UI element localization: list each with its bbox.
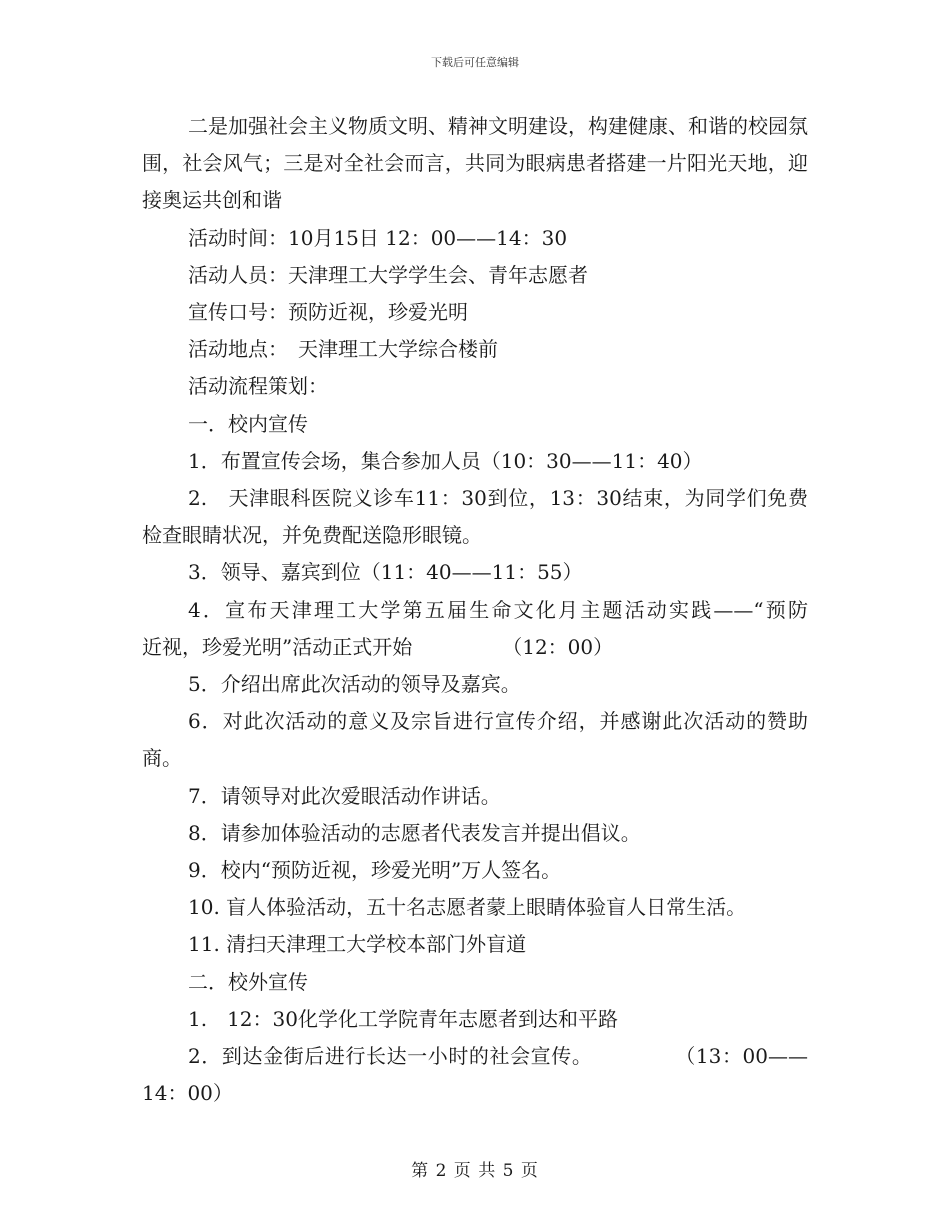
list-item: 10. 盲人体验活动，五十名志愿者蒙上眼睛体验盲人日常生活。 [188,895,747,920]
list-item-continued: 14：00） [142,1081,233,1106]
section-heading-campus: 一．校内宣传 [188,411,308,436]
paragraph-goals: 二是加强社会主义物质文明、精神文明建设，构建健康、和谐的校园氛围，社会风气；三是对全社会而言，共同为眼病患者搭建一片阳光天地，迎接奥运共创和谐 [142,114,808,213]
activity-participants: 活动人员：天津理工大学学生会、青年志愿者 [188,262,588,287]
list-item: 4．宣布天津理工大学第五届生命文化月主题活动实践——“预防 [188,597,808,622]
list-item: 9．校内“预防近视，珍爱光明”万人签名。 [188,858,562,883]
list-item: 2. 天津眼科医院义诊车11：30到位，13：30结束，为同学们免费检查眼睛状况，并免费配送隐形眼镜。 [142,486,808,548]
activity-location: 活动地点： 天津理工大学综合楼前 [188,337,498,362]
list-item: 5．介绍出席此次活动的领导及嘉宾。 [188,672,521,697]
list-item: 11. 清扫天津理工大学校本部门外盲道 [188,932,527,957]
list-item: 7．请领导对此次爱眼活动作讲话。 [188,783,501,808]
list-item: 1. 12：30化学化工学院青年志愿者到达和平路 [188,1006,618,1031]
page-number: 第 2 页 共 5 页 [411,1161,539,1181]
list-item: 8．请参加体验活动的志愿者代表发言并提出倡议。 [188,820,641,845]
slogan: 宣传口号：预防近视，珍爱光明 [188,300,468,325]
list-item: 6．对此次活动的意义及宗旨进行宣传介绍，并感谢此次活动的赞助商。 [142,709,808,771]
process-heading: 活动流程策划： [188,374,328,399]
list-item: 3．领导、嘉宾到位（11：40——11：55） [188,560,583,585]
list-item: 1．布置宣传会场，集合参加人员（10：30——11：40） [188,448,703,473]
list-item: 2．到达金街后进行长达一小时的社会宣传。 （13：00—— [188,1044,808,1069]
section-heading-offcampus: 二．校外宣传 [188,969,308,994]
document-body [142,108,808,1112]
activity-time: 活动时间：10月15日 12：00——14：30 [188,225,568,250]
list-item-continued: 近视，珍爱光明”活动正式开始 （12：00） [142,634,614,659]
header-note: 下载后可任意编辑 [431,56,519,69]
